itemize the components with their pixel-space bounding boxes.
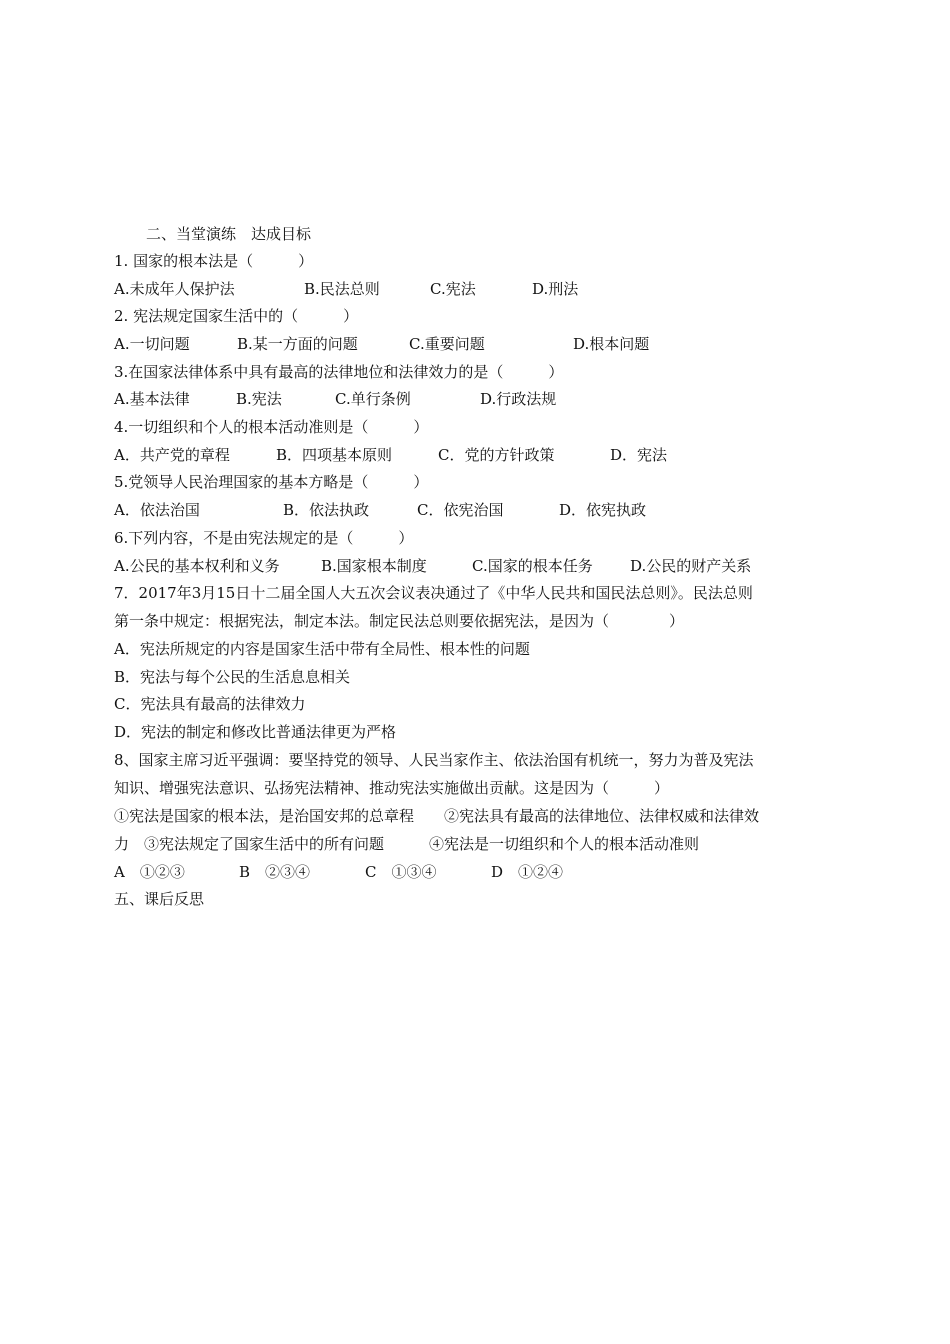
question-2-options	[114, 334, 649, 354]
question-5-options	[114, 500, 646, 520]
question-1-option-c: C.宪法	[430, 280, 476, 298]
question-7-option-d: D．宪法的制定和修改比普通法律更为严格	[114, 723, 397, 741]
question-3-option-a: A.基本法律	[114, 390, 190, 408]
question-7-stem-line-2: 第一条中规定：根据宪法，制定本法。制定民法总则要依据宪法，是因为（ ）	[114, 612, 685, 630]
question-2-option-d: D.根本问题	[573, 335, 650, 353]
question-5-option-d: D．依宪执政	[559, 501, 647, 519]
question-7-stem-line-1: 7．2017年3月15日十二届全国人大五次会议表决通过了《中华人民共和国民法总则》。民法总则	[114, 584, 753, 602]
question-7-option-b: B．宪法与每个公民的生活息息相关	[114, 668, 351, 686]
question-4-option-d: D．宪法	[610, 446, 668, 464]
question-5-option-b: B．依法执政	[283, 501, 370, 519]
question-4-option-c: C．党的方针政策	[438, 446, 555, 464]
question-8-stem-line-1: 8、国家主席习近平强调：要坚持党的领导、人民当家作主、依法治国有机统一，努力为普及宪法	[114, 751, 754, 769]
question-6-option-c: C.国家的根本任务	[472, 557, 593, 575]
question-5-stem: 5.党领导人民治理国家的基本方略是（ ）	[114, 473, 429, 491]
question-6-stem: 6.下列内容，不是由宪法规定的是（ ）	[114, 529, 414, 547]
question-8-statements-line-2: 力 ③宪法规定了国家生活中的所有问题 ④宪法是一切组织和个人的根本活动准则	[114, 835, 700, 853]
question-2-option-c: C.重要问题	[409, 335, 485, 353]
question-1-option-b: B.民法总则	[304, 280, 380, 298]
question-8-option-b: B ②③④	[239, 863, 311, 881]
question-3-option-c: C.单行条例	[335, 390, 411, 408]
question-3-option-d: D.行政法规	[480, 390, 557, 408]
question-8-option-a: A ①②③	[114, 863, 185, 881]
question-3-option-b: B.宪法	[236, 390, 282, 408]
question-6-options	[114, 556, 751, 576]
question-5-option-c: C．依宪治国	[417, 501, 504, 519]
question-3-options	[114, 389, 556, 409]
question-8-option-d: D ①②④	[491, 863, 564, 881]
question-4-options	[114, 445, 667, 465]
question-5-option-a: A．依法治国	[114, 501, 200, 519]
question-2-stem: 2. 宪法规定国家生活中的（ ）	[114, 307, 359, 325]
question-2-option-a: A.一切问题	[114, 335, 190, 353]
question-8-stem-line-2: 知识、增强宪法意识、弘扬宪法精神、推动宪法实施做出贡献。这是因为（ ）	[114, 779, 670, 797]
section-five-heading: 五、课后反思	[114, 890, 205, 908]
question-3-stem: 3.在国家法律体系中具有最高的法律地位和法律效力的是（ ）	[114, 363, 564, 381]
question-7-option-a: A．宪法所规定的内容是国家生活中带有全局性、根本性的问题	[114, 640, 530, 658]
question-1-options	[114, 279, 578, 299]
question-7-option-c: C．宪法具有最高的法律效力	[114, 695, 306, 713]
question-2-option-b: B.某一方面的问题	[237, 335, 358, 353]
question-1-option-a: A.未成年人保护法	[114, 280, 235, 298]
section-heading: 二、当堂演练 达成目标	[146, 225, 312, 243]
question-8-statements-line-1: ①宪法是国家的根本法，是治国安邦的总章程 ②宪法具有最高的法律地位、法律权威和法律效	[114, 807, 760, 825]
question-6-option-a: A.公民的基本权利和义务	[114, 557, 280, 575]
question-6-option-d: D.公民的财产关系	[630, 557, 752, 575]
question-6-option-b: B.国家根本制度	[321, 557, 427, 575]
question-8-options	[114, 862, 563, 882]
question-1-option-d: D.刑法	[532, 280, 579, 298]
question-4-stem: 4.一切组织和个人的根本活动准则是（ ）	[114, 418, 429, 436]
question-1-stem: 1. 国家的根本法是（ ）	[114, 252, 314, 270]
question-4-option-a: A．共产党的章程	[114, 446, 230, 464]
question-4-option-b: B．四项基本原则	[276, 446, 393, 464]
question-8-option-c: C ①③④	[365, 863, 437, 881]
